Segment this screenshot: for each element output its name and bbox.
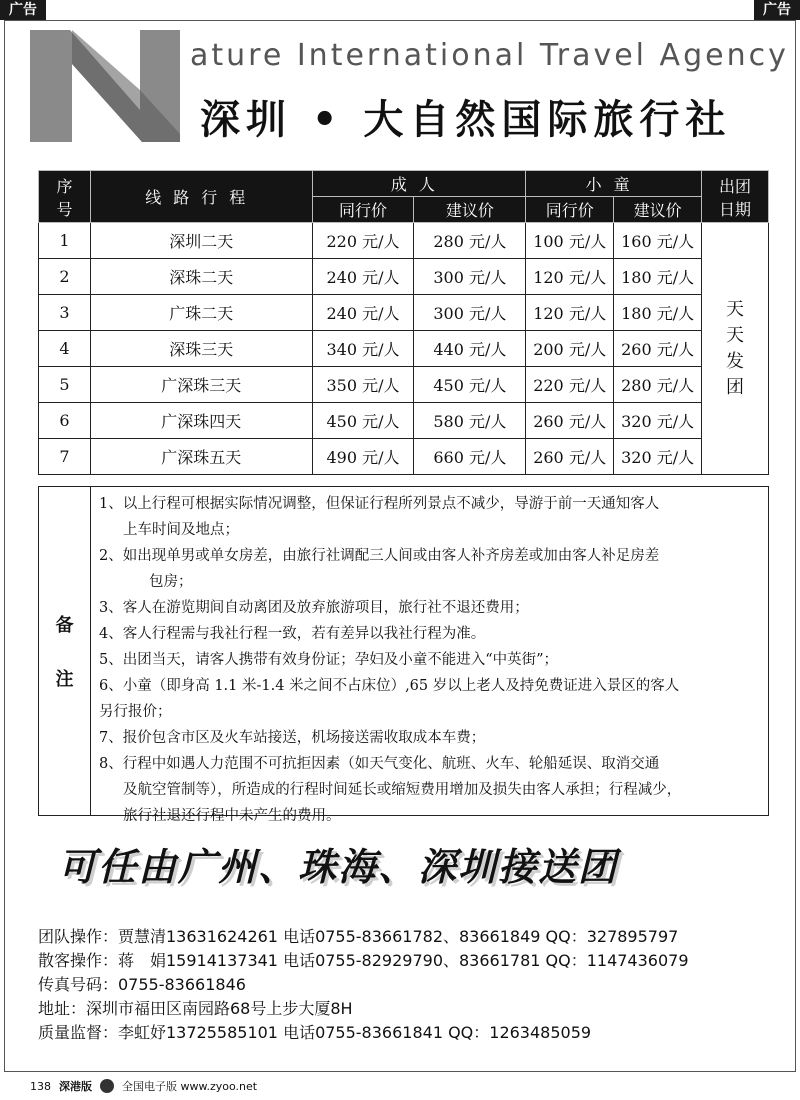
page-footer [30,1078,257,1094]
header-adult-suggested: 建议价 [414,197,526,223]
contact-quality-supervision: 质量监督：李虹妤13725585101 电话0755-83661841 QQ：1263485059 [38,1023,592,1042]
agency-chinese-name: 深圳 • 大自然国际旅行社 [200,97,732,143]
row-adult-suggested: 280 元/人 [414,223,526,259]
pickup-slogan: 可任由广州、珠海、深圳接送团 [58,844,619,889]
contact-group-operation: 团队操作：贾慧清13631624261 电话0755-83661782、83661849 QQ：327895797 [38,927,679,946]
note-line: 3、客人在游览期间自动离团及放弃旅游项目，旅行社不退还费用； [99,600,529,616]
note-line: 5、出团当天，请客人携带有效身份证；孕妇及小童不能进入“中英街”； [99,652,559,668]
row-adult-peer: 450 元/人 [312,403,414,439]
row-no: 7 [39,439,91,475]
row-adult-suggested: 450 元/人 [414,367,526,403]
header-route: 线路行程 [90,171,312,223]
table-row [39,295,769,331]
table-row [39,403,769,439]
note-line: 旅行社退还行程中未产生的费用。 [123,808,341,824]
note-line: 7、报价包含市区及火车站接送，机场接送需收取成本车费； [99,730,486,746]
row-route: 深珠三天 [90,331,312,367]
row-adult-suggested: 300 元/人 [414,295,526,331]
row-adult-suggested: 300 元/人 [414,259,526,295]
notes-label: 备 注 [39,487,91,815]
row-route: 广深珠四天 [90,403,312,439]
header-child-peer: 同行价 [526,197,614,223]
row-child-suggested: 180 元/人 [614,259,702,295]
row-route: 广深珠三天 [90,367,312,403]
row-child-suggested: 320 元/人 [614,439,702,475]
price-table [38,170,769,475]
note-line: 包房； [149,574,193,590]
row-adult-peer: 240 元/人 [312,295,414,331]
website-label[interactable]: 全国电子版 www.zyoo.net [122,1080,258,1093]
ad-tag-right: 广告 [754,0,800,20]
ad-tag-left: 广告 [0,0,46,20]
note-line: 2、如出现单男或单女房差，由旅行社调配三人间或由客人补齐房差或加由客人补足房差 [99,548,660,564]
row-no: 4 [39,331,91,367]
row-adult-peer: 350 元/人 [312,367,414,403]
row-child-peer: 260 元/人 [526,439,614,475]
row-adult-peer: 220 元/人 [312,223,414,259]
row-adult-suggested: 580 元/人 [414,403,526,439]
row-child-peer: 220 元/人 [526,367,614,403]
contact-individual-operation: 散客操作：蒋 娟15914137341 电话0755-82929790、83661781 QQ：1147436079 [38,951,689,970]
row-child-suggested: 320 元/人 [614,403,702,439]
contact-fax: 传真号码：0755-83661846 [38,975,246,994]
table-row [39,439,769,475]
publisher-logo-icon [100,1079,114,1093]
row-no: 6 [39,403,91,439]
row-child-peer: 120 元/人 [526,295,614,331]
header-departure: 出团 日期 [702,171,769,223]
note-line: 上车时间及地点； [123,522,239,538]
table-row [39,259,769,295]
note-line: 8、行程中如遇人力范围不可抗拒因素（如天气变化、航班、火车、轮船延误、取消交通 [99,756,660,772]
row-child-peer: 100 元/人 [526,223,614,259]
row-route: 广珠二天 [90,295,312,331]
row-child-suggested: 180 元/人 [614,295,702,331]
row-child-peer: 120 元/人 [526,259,614,295]
table-row [39,331,769,367]
notes-section [38,486,769,824]
contact-info [38,925,788,1045]
row-child-peer: 200 元/人 [526,331,614,367]
note-line: 4、客人行程需与我社行程一致，若有差异以我社行程为准。 [99,626,486,642]
row-no: 1 [39,223,91,259]
note-line: 1、以上行程可根据实际情况调整，但保证行程所列景点不减少，导游于前一天通知客人 [99,496,660,512]
note-line: 6、小童（即身高 1.1 米-1.4 米之间不占床位）,65 岁以上老人及持免费证进入景区的客人 [99,678,680,694]
row-adult-peer: 340 元/人 [312,331,414,367]
row-adult-suggested: 440 元/人 [414,331,526,367]
header-child: 小童 [526,171,702,197]
row-no: 5 [39,367,91,403]
row-route: 广深珠五天 [90,439,312,475]
row-no: 2 [39,259,91,295]
header-adult: 成人 [312,171,526,197]
row-no: 3 [39,295,91,331]
row-adult-suggested: 660 元/人 [414,439,526,475]
row-route: 深珠二天 [90,259,312,295]
header-no: 序 号 [39,171,91,223]
row-adult-peer: 240 元/人 [312,259,414,295]
page-number: 138 [30,1079,51,1093]
row-child-peer: 260 元/人 [526,403,614,439]
table-row [39,367,769,403]
row-child-suggested: 260 元/人 [614,331,702,367]
table-row [39,223,769,259]
row-route: 深圳二天 [90,223,312,259]
row-child-suggested: 280 元/人 [614,367,702,403]
row-child-suggested: 160 元/人 [614,223,702,259]
contact-address: 地址：深圳市福田区南园路68号上步大厦8H [38,999,353,1018]
agency-english-name: ature International Travel Agency [190,38,789,73]
row-adult-peer: 490 元/人 [312,439,414,475]
logo-n-icon [30,30,180,142]
note-line: 及航空管制等），所造成的行程时间延长或缩短费用增加及损失由客人承担；行程减少， [123,782,682,798]
header-adult-peer: 同行价 [312,197,414,223]
note-line: 另行报价； [99,704,172,720]
departure-daily: 天 天 发 团 [702,223,769,475]
header-child-suggested: 建议价 [614,197,702,223]
edition-label: 深港版 [59,1080,92,1093]
notes-body [99,491,763,829]
